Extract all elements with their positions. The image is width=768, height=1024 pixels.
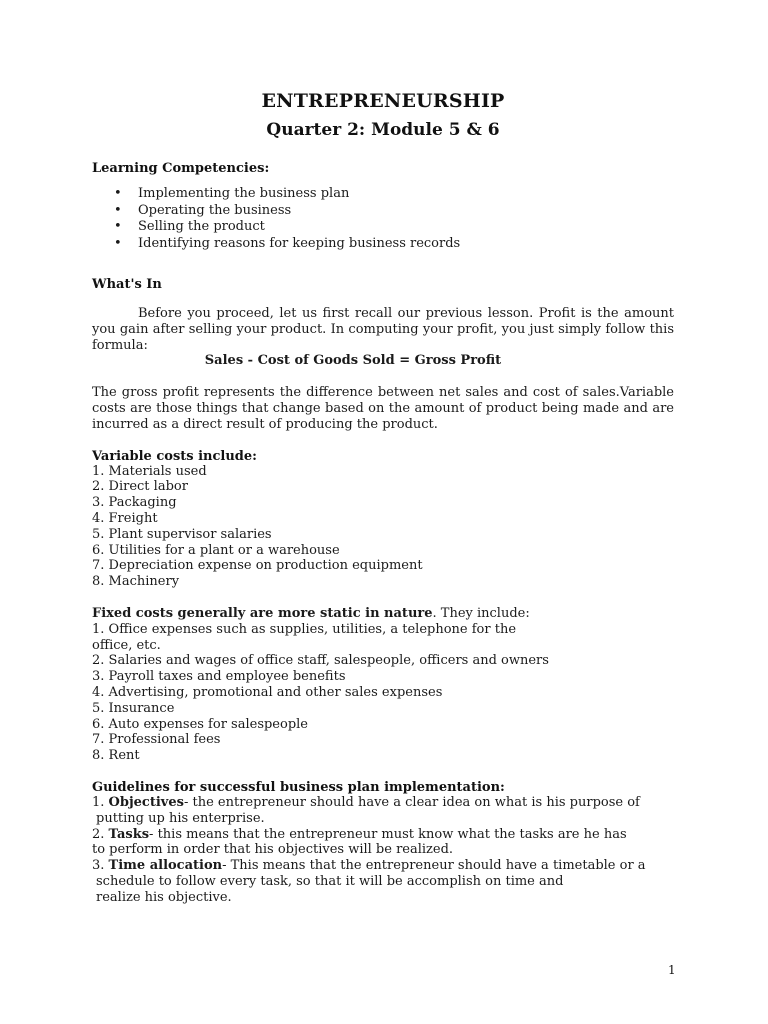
- list-item: 5. Insurance: [92, 700, 175, 716]
- list-item: • Identifying reasons for keeping business records: [114, 235, 461, 251]
- list-item: 3. Packaging: [92, 495, 177, 511]
- list-item: 3. Payroll taxes and employee benefits: [92, 669, 346, 685]
- list-item: 2. Tasks- this means that the entrepreneur must know what the tasks are he has to perform in order that his objectives will be realized.: [92, 826, 627, 858]
- list-item: 1. Objectives- the entrepreneur should have a clear idea on what is his purpose of putting up his enterprise.: [92, 794, 640, 826]
- whats-in-intro: Before you proceed, let us first recall our previous lesson. Profit is the amount you gain after selling your product. In computing your profit, you just simply follow this formula:: [92, 306, 674, 353]
- competencies-list: [92, 186, 674, 252]
- page-number: 1: [668, 963, 676, 977]
- variable-costs-list: [92, 464, 674, 590]
- list-item: • Operating the business: [114, 202, 292, 218]
- list-item: 2. Direct labor: [92, 479, 188, 495]
- document-subtitle: Quarter 2: Module 5 & 6: [266, 120, 500, 140]
- list-item: 1. Materials used: [92, 463, 207, 479]
- guidelines-list: [92, 795, 674, 906]
- document-page: [92, 84, 674, 906]
- list-item: 7. Professional fees: [92, 732, 221, 748]
- variable-costs-heading: Variable costs include:: [92, 448, 257, 464]
- bullet-icon: •: [114, 202, 122, 218]
- bullet-icon: •: [114, 235, 122, 251]
- list-item: 2. Salaries and wages of office staff, salespeople, officers and owners: [92, 653, 549, 669]
- list-item: 1. Office expenses such as supplies, utilities, a telephone for the office, etc.: [92, 621, 517, 653]
- list-item: 3. Time allocation- This means that the entrepreneur should have a timetable or a schedule to follow every task, so that it will be accomplish on time and realize his objective.: [92, 858, 646, 905]
- list-item: • Implementing the business plan: [114, 186, 350, 201]
- list-item: 8. Rent: [92, 748, 140, 764]
- list-item: 4. Advertising, promotional and other sales expenses: [92, 684, 443, 700]
- list-item: 4. Freight: [92, 510, 158, 526]
- list-item: 6. Utilities for a plant or a warehouse: [92, 542, 340, 558]
- fixed-costs-list: [92, 622, 674, 764]
- list-item: 8. Machinery: [92, 574, 180, 590]
- gross-profit-formula: Sales - Cost of Goods Sold = Gross Profit: [204, 353, 502, 369]
- bullet-icon: •: [114, 219, 122, 234]
- guidelines-heading: Guidelines for successful business plan implementation:: [92, 779, 505, 795]
- learning-competencies-heading: Learning Competencies:: [92, 161, 270, 176]
- list-item: 5. Plant supervisor salaries: [92, 526, 272, 542]
- list-item: 6. Auto expenses for salespeople: [92, 716, 309, 732]
- bullet-icon: •: [114, 186, 122, 201]
- gross-profit-paragraph: The gross profit represents the difference between net sales and cost of sales.Variable costs are those things that change based on the amount of product being made and are incurred as a direct result of producing the product.: [92, 385, 674, 432]
- document-title: ENTREPRENEURSHIP: [261, 90, 505, 112]
- list-item: • Selling the product: [114, 219, 265, 234]
- list-item: 7. Depreciation expense on production equipment: [92, 558, 423, 574]
- whats-in-heading: What's In: [92, 277, 162, 292]
- fixed-costs-heading: Fixed costs generally are more static in nature. They include:: [92, 605, 530, 621]
